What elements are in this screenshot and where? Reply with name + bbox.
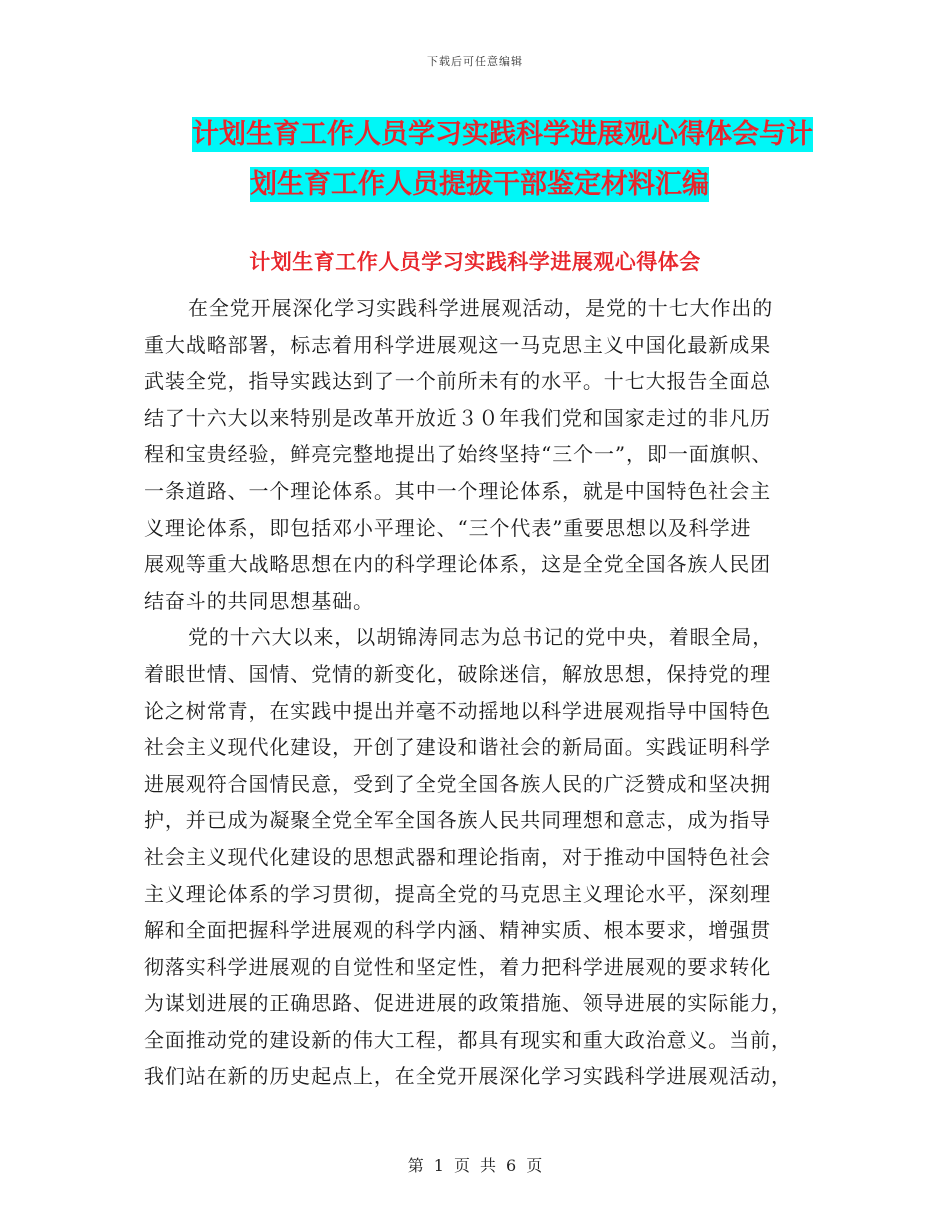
paragraph-line: 一条道路、一个理论体系。其中一个理论体系，就是中国特色社会主 bbox=[144, 478, 771, 503]
paragraph-line: 程和宝贵经验，鲜亮完整地提出了始终坚持“三个一”，即一面旗帜、 bbox=[144, 442, 773, 467]
page-footer bbox=[0, 1153, 950, 1176]
section-title: 计划生育工作人员学习实践科学进展观心得体会 bbox=[249, 250, 701, 274]
footer-label-ye: 页 bbox=[453, 1156, 470, 1175]
footer-label-gong: 共 bbox=[480, 1156, 497, 1175]
footer-label-ye-2: 页 bbox=[526, 1156, 543, 1175]
paragraph-1 bbox=[144, 290, 804, 619]
document-body bbox=[144, 290, 804, 1095]
title-line-2 bbox=[0, 160, 950, 210]
paragraph-line: 结了十六大以来特别是改革开放近３０年我们党和国家走过的非凡历 bbox=[144, 405, 771, 430]
page-total: 6 bbox=[506, 1156, 517, 1175]
paragraph-line: 解和全面把握科学进展观的科学内涵、精神实质、根本要求，增强贯 bbox=[144, 918, 771, 943]
paragraph-line: 重大战略部署，标志着用科学进展观这一马克思主义中国化最新成果 bbox=[144, 332, 771, 357]
paragraph-line: 论之树常青，在实践中提出并毫不动摇地以科学进展观指导中国特色 bbox=[144, 698, 771, 723]
paragraph-line: 社会主义现代化建设的思想武器和理论指南，对于推动中国特色社会 bbox=[144, 844, 771, 869]
paragraph-2 bbox=[144, 619, 804, 1095]
paragraph-line: 为谋划进展的正确思路、促进进展的政策措施、领导进展的实际能力， bbox=[144, 991, 792, 1016]
paragraph-line: 社会主义现代化建设，开创了建设和谐社会的新局面。实践证明科学 bbox=[144, 735, 771, 760]
paragraph-line: 党的十六大以来，以胡锦涛同志为总书记的党中央，着眼全局， bbox=[188, 625, 774, 650]
paragraph-line: 武装全党，指导实践达到了一个前所未有的水平。十七大报告全面总 bbox=[144, 369, 771, 394]
paragraph-line: 护，并已成为凝聚全党全军全国各族人民共同理想和意志，成为指导 bbox=[144, 808, 771, 833]
paragraph-line: 我们站在新的历史起点上，在全党开展深化学习实践科学进展观活动， bbox=[144, 1064, 792, 1089]
document-title bbox=[0, 110, 950, 210]
header-note: 下载后可任意编辑 bbox=[427, 55, 523, 68]
paragraph-line: 着眼世情、国情、党情的新变化，破除迷信，解放思想，保持党的理 bbox=[144, 661, 771, 686]
paragraph-line: 展观等重大战略思想在内的科学理论体系，这是全党全国各族人民团 bbox=[144, 552, 771, 577]
footer-label-di: 第 bbox=[407, 1156, 424, 1175]
paragraph-line: 彻落实科学进展观的自觉性和坚定性，着力把科学进展观的要求转化 bbox=[144, 954, 771, 979]
paragraph-line: 主义理论体系的学习贯彻，提高全党的马克思主义理论水平，深刻理 bbox=[144, 881, 771, 906]
title-line-1 bbox=[0, 110, 950, 160]
paragraph-line: 全面推动党的建设新的伟大工程，都具有现实和重大政治意义。当前， bbox=[144, 1027, 792, 1052]
paragraph-line: 义理论体系，即包括邓小平理论、“三个代表”重要思想以及科学进 bbox=[144, 515, 752, 540]
title-line-2-text: 划生育工作人员提拔干部鉴定材料汇编 bbox=[250, 169, 709, 200]
paragraph-line: 在全党开展深化学习实践科学进展观活动，是党的十七大作出的 bbox=[188, 296, 774, 320]
paragraph-line: 结奋斗的共同思想基础。 bbox=[144, 588, 374, 613]
page-current: 1 bbox=[433, 1156, 444, 1175]
paragraph-line: 进展观符合国情民意，受到了全党全国各族人民的广泛赞成和坚决拥 bbox=[144, 771, 771, 796]
title-line-1-text: 计划生育工作人员学习实践科学进展观心得体会与计 bbox=[192, 119, 813, 150]
